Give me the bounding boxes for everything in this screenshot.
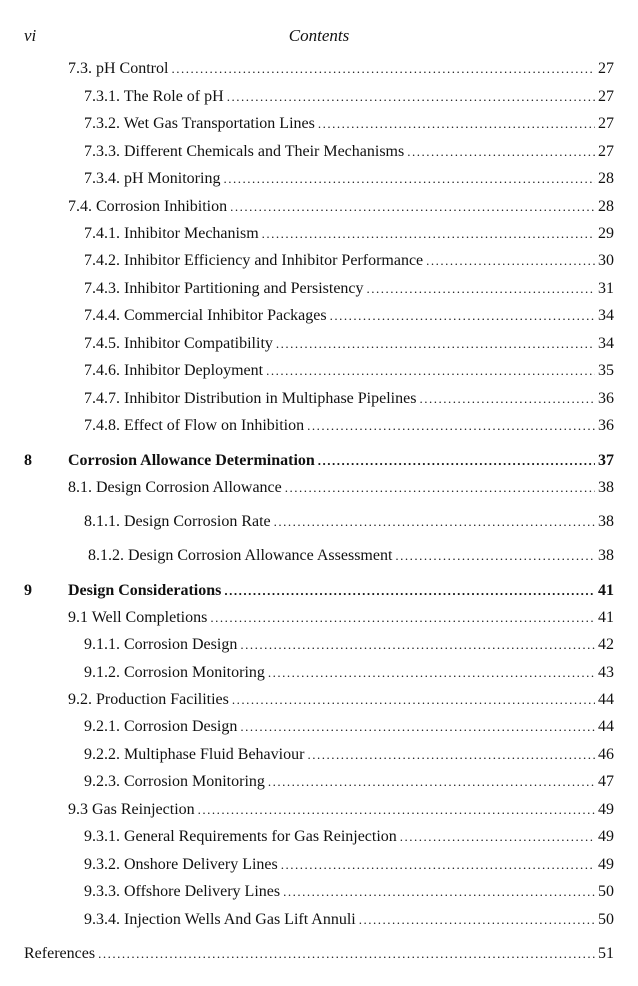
toc-entry-label: 9.3.4. Injection Wells And Gas Lift Annuli	[84, 911, 356, 928]
toc-entry[interactable]	[84, 306, 614, 326]
dot-leader	[285, 478, 595, 498]
toc-entry[interactable]	[84, 279, 614, 299]
dot-leader	[307, 745, 595, 765]
dot-leader	[240, 635, 595, 655]
toc-entry-label: Corrosion Allowance Determination	[68, 452, 315, 469]
toc-entry-references[interactable]	[24, 944, 614, 964]
toc-entry-label: 7.3.2. Wet Gas Transportation Lines	[84, 115, 315, 132]
chapter-number: 8	[24, 452, 32, 469]
dot-leader	[395, 546, 595, 566]
toc-entry[interactable]	[88, 546, 614, 566]
toc-entry[interactable]	[84, 361, 614, 381]
dot-leader	[266, 361, 595, 381]
page-header	[0, 26, 638, 50]
toc-entry-label: 9.3 Gas Reinjection	[68, 801, 195, 818]
dot-leader	[98, 944, 595, 964]
dot-leader	[330, 306, 595, 326]
toc-entry-label: 9.3.2. Onshore Delivery Lines	[84, 856, 278, 873]
toc-entry-label: 7.3.4. pH Monitoring	[84, 170, 221, 187]
page-number: vi	[24, 26, 37, 45]
toc-entry-page: 43	[598, 664, 614, 681]
toc-entry[interactable]	[84, 663, 614, 683]
toc-entry-label: 7.4. Corrosion Inhibition	[68, 198, 228, 215]
running-head: Contents	[288, 26, 350, 45]
toc-entry-label: References	[24, 945, 96, 962]
toc-entry-page: 29	[598, 225, 614, 242]
toc-entry-label: 9.2. Production Facilities	[68, 691, 229, 708]
toc-chapter-entry[interactable]	[68, 581, 614, 601]
toc-entry-page: 41	[598, 582, 614, 599]
toc-entry-label: 9.1.1. Corrosion Design	[84, 636, 238, 653]
dot-leader	[318, 451, 595, 471]
toc-entry-page: 44	[598, 718, 614, 735]
toc-entry[interactable]	[84, 224, 614, 244]
toc-entry[interactable]	[68, 478, 614, 498]
toc-entry-page: 27	[598, 60, 614, 77]
toc-entry[interactable]	[84, 512, 614, 532]
toc-entry[interactable]	[84, 745, 614, 765]
dot-leader	[171, 59, 595, 79]
toc-entry-page: 50	[598, 911, 614, 928]
toc-entry-page: 42	[598, 636, 614, 653]
dot-leader	[407, 142, 595, 162]
toc-entry-page: 34	[598, 335, 614, 352]
dot-leader	[198, 800, 595, 820]
toc-entry-label: 9.1.2. Corrosion Monitoring	[84, 664, 265, 681]
toc-entry-label: 9.1 Well Completions	[68, 609, 208, 626]
toc-entry-label: 8.1. Design Corrosion Allowance	[68, 479, 282, 496]
toc-entry[interactable]	[84, 251, 614, 271]
toc-entry-page: 37	[598, 452, 614, 469]
toc-entry[interactable]	[68, 800, 614, 820]
dot-leader	[274, 512, 595, 532]
toc-entry[interactable]	[84, 827, 614, 847]
dot-leader	[230, 197, 595, 217]
toc-entry-page: 46	[598, 746, 614, 763]
toc-entry-label: 8.1.1. Design Corrosion Rate	[84, 513, 271, 530]
toc-entry-label: 9.3.3. Offshore Delivery Lines	[84, 883, 281, 900]
toc-entry[interactable]	[84, 334, 614, 354]
dot-leader	[227, 87, 595, 107]
toc-entry-label: 7.4.7. Inhibitor Distribution in Multiphase Pipelines	[84, 390, 417, 407]
toc-entry[interactable]	[68, 197, 614, 217]
toc-entry-page: 30	[598, 252, 614, 269]
toc-entry-page: 51	[598, 945, 614, 962]
toc-entry-label: 9.2.2. Multiphase Fluid Behaviour	[84, 746, 305, 763]
toc-entry[interactable]	[68, 608, 614, 628]
toc-entry-page: 28	[598, 170, 614, 187]
toc-entry-label: 9.2.3. Corrosion Monitoring	[84, 773, 265, 790]
toc-entry-label: 7.3.1. The Role of pH	[84, 88, 224, 105]
dot-leader	[419, 389, 595, 409]
toc-entry-label: 7.4.6. Inhibitor Deployment	[84, 362, 264, 379]
toc-entry[interactable]	[84, 635, 614, 655]
toc-entry-page: 38	[598, 547, 614, 564]
toc-entry[interactable]	[84, 389, 614, 409]
dot-leader	[210, 608, 595, 628]
toc-entry[interactable]	[84, 772, 614, 792]
toc-entry-page: 49	[598, 856, 614, 873]
toc-entry-label: 7.3.3. Different Chemicals and Their Mechanisms	[84, 143, 405, 160]
dot-leader	[224, 581, 595, 601]
toc-entry-page: 49	[598, 828, 614, 845]
toc-entry-page: 38	[598, 513, 614, 530]
toc-entry-page: 47	[598, 773, 614, 790]
toc-entry-page: 50	[598, 883, 614, 900]
dot-leader	[223, 169, 595, 189]
toc-entry-label: 7.4.5. Inhibitor Compatibility	[84, 335, 273, 352]
dot-leader	[426, 251, 595, 271]
toc-entry-page: 35	[598, 362, 614, 379]
toc-entry[interactable]	[84, 910, 614, 930]
toc-entry-label: 7.4.2. Inhibitor Efficiency and Inhibitor Performance	[84, 252, 424, 269]
toc-entry-page: 28	[598, 198, 614, 215]
toc-entry[interactable]	[68, 690, 614, 710]
toc-entry-page: 44	[598, 691, 614, 708]
toc-entry-label: 9.3.1. General Requirements for Gas Reinjection	[84, 828, 397, 845]
dot-leader	[307, 416, 595, 436]
toc-entry-label: 9.2.1. Corrosion Design	[84, 718, 238, 735]
dot-leader	[240, 717, 595, 737]
toc-entry[interactable]	[84, 114, 614, 134]
toc-entry[interactable]	[84, 142, 614, 162]
dot-leader	[232, 690, 595, 710]
toc-entry-page: 41	[598, 609, 614, 626]
dot-leader	[276, 334, 595, 354]
toc-entry-label: 7.4.3. Inhibitor Partitioning and Persistency	[84, 280, 364, 297]
toc-entry-page: 27	[598, 88, 614, 105]
dot-leader	[359, 910, 595, 930]
toc-entry[interactable]	[68, 59, 614, 79]
toc-entry-page: 49	[598, 801, 614, 818]
toc-entry-page: 27	[598, 115, 614, 132]
toc-entry-label: 7.3. pH Control	[68, 60, 169, 77]
toc-entry[interactable]	[84, 169, 614, 189]
dot-leader	[262, 224, 595, 244]
dot-leader	[367, 279, 595, 299]
toc-entry[interactable]	[84, 717, 614, 737]
toc-entry[interactable]	[84, 87, 614, 107]
toc-entry-page: 27	[598, 143, 614, 160]
toc-entry-page: 36	[598, 390, 614, 407]
dot-leader	[268, 663, 595, 683]
toc-entry-page: 36	[598, 417, 614, 434]
toc-entry-label: 7.4.4. Commercial Inhibitor Packages	[84, 307, 327, 324]
toc-entry-label: Design Considerations	[68, 582, 222, 599]
dot-leader	[400, 827, 595, 847]
toc-entry-label: 7.4.1. Inhibitor Mechanism	[84, 225, 259, 242]
toc-entry[interactable]	[84, 416, 614, 436]
chapter-number: 9	[24, 582, 32, 599]
toc-entry-page: 38	[598, 479, 614, 496]
toc-entry[interactable]	[84, 882, 614, 902]
toc-chapter-entry[interactable]	[68, 451, 614, 471]
toc-entry[interactable]	[84, 855, 614, 875]
toc-entry-label: 8.1.2. Design Corrosion Allowance Assessment	[88, 547, 393, 564]
toc-entry-page: 31	[598, 280, 614, 297]
toc-entry-page: 34	[598, 307, 614, 324]
toc-entry-label: 7.4.8. Effect of Flow on Inhibition	[84, 417, 305, 434]
dot-leader	[318, 114, 595, 134]
dot-leader	[268, 772, 595, 792]
dot-leader	[281, 855, 595, 875]
dot-leader	[283, 882, 595, 902]
